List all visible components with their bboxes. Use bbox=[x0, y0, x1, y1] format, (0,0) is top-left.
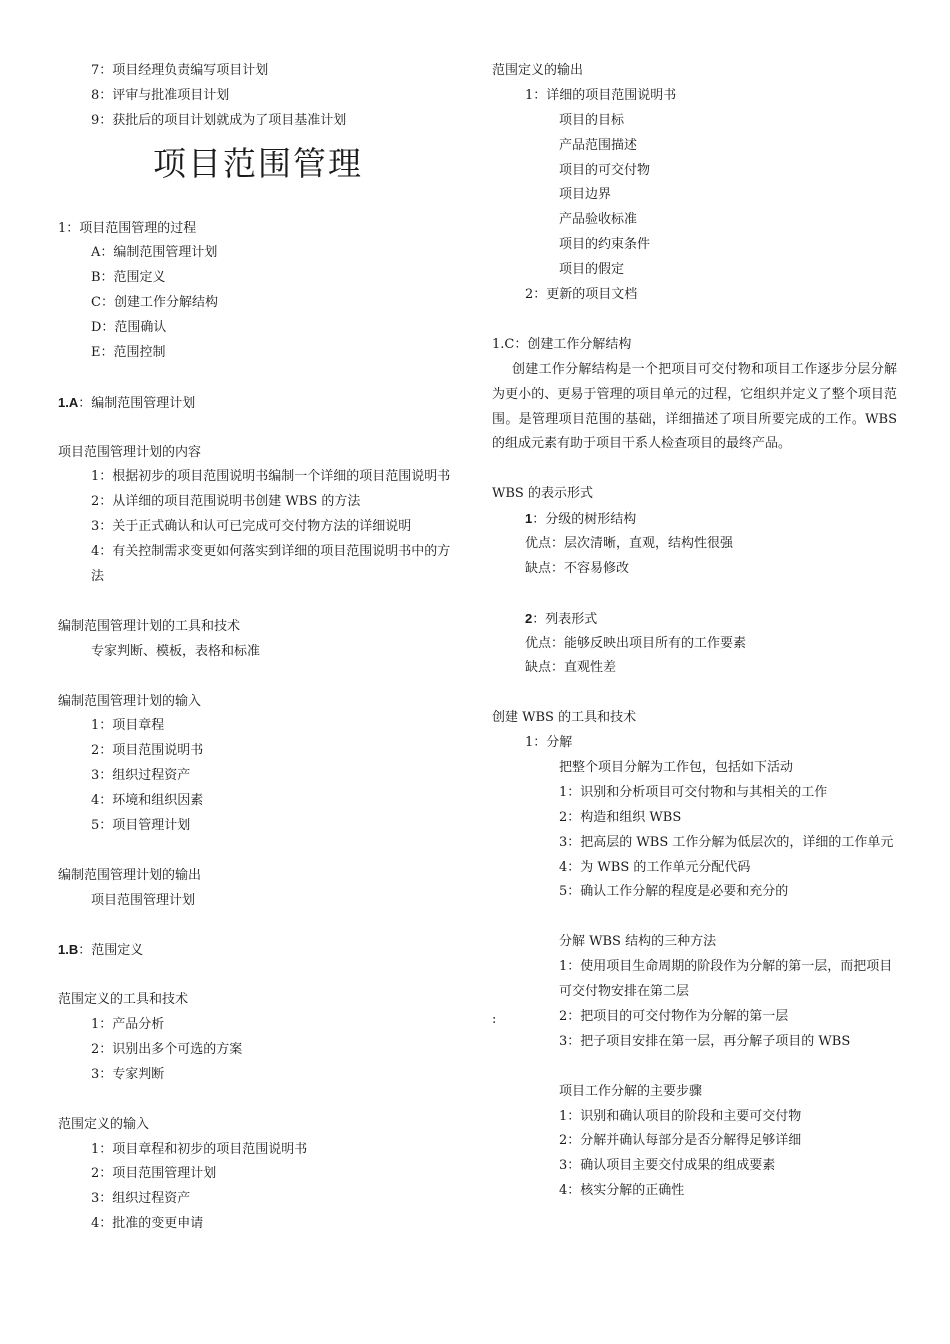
list-item: 项目范围管理计划 bbox=[91, 892, 196, 908]
list-item: 优点：能够反映出项目所有的工作要素 bbox=[525, 635, 747, 651]
section-number: 1.A bbox=[58, 394, 79, 410]
section-heading: 编制范围管理计划的输出 bbox=[58, 867, 202, 883]
list-item: 4：环境和组织因素 bbox=[91, 793, 204, 809]
section-heading: 编制范围管理计划的工具和技术 bbox=[58, 618, 241, 634]
item-number: 1 bbox=[525, 511, 533, 527]
list-item: 4：为 WBS 的工作单元分配代码 bbox=[559, 859, 751, 875]
list-item: 项目的目标 bbox=[559, 112, 625, 128]
left-column bbox=[58, 59, 463, 1237]
list-item: 4：核实分解的正确性 bbox=[559, 1183, 685, 1199]
list-item: 1：项目章程 bbox=[91, 718, 165, 734]
list-item: 2：识别出多个可选的方案 bbox=[91, 1042, 243, 1057]
list-item bbox=[492, 607, 897, 632]
item-number: 2 bbox=[525, 610, 533, 626]
list-item: 7：项目经理负责编写项目计划 bbox=[91, 63, 269, 78]
list-item: 2：更新的项目文档 bbox=[525, 287, 638, 303]
list-item: 1：识别和分析项目可交付物和与其相关的工作 bbox=[559, 784, 828, 800]
list-item: 1：分解 bbox=[525, 735, 573, 751]
section-heading-1a bbox=[58, 391, 463, 416]
list-item: 1：使用项目生命周期的阶段作为分解的第一层，而把项目可交付物安排在第二层 bbox=[559, 959, 893, 1000]
list-item: 1：项目章程和初步的项目范围说明书 bbox=[91, 1141, 308, 1157]
list-item: 产品验收标准 bbox=[559, 212, 638, 228]
list-item: 1：详细的项目范围说明书 bbox=[525, 87, 677, 103]
list-item: A：编制范围管理计划 bbox=[91, 245, 218, 261]
list-item: 3：组织过程资产 bbox=[91, 1191, 191, 1207]
list-item: 8：评审与批准项目计划 bbox=[91, 87, 230, 103]
list-item: 1：根据初步的项目范围说明书编制一个详细的项目范围说明书 bbox=[91, 469, 451, 485]
list-item: 缺点：直观性差 bbox=[525, 660, 617, 676]
section-heading: 范围定义的输入 bbox=[58, 1116, 150, 1132]
page-title: 项目范围管理 bbox=[153, 143, 363, 183]
item-label: ：分级的树形结构 bbox=[532, 512, 637, 528]
list-item: 专家判断、模板，表格和标准 bbox=[91, 643, 261, 659]
list-item: 项目边界 bbox=[559, 187, 612, 203]
list-item: E：范围控制 bbox=[91, 345, 166, 361]
list-item: 2：项目范围说明书 bbox=[91, 743, 204, 759]
section-heading: 范围定义的工具和技术 bbox=[58, 992, 189, 1008]
list-item: 2：从详细的项目范围说明书创建 WBS 的方法 bbox=[91, 494, 361, 510]
section-heading: WBS 的表示形式 bbox=[492, 486, 593, 502]
margin-mark: : bbox=[492, 1012, 497, 1027]
list-item: 2：项目范围管理计划 bbox=[91, 1166, 217, 1182]
list-item: 5：确认工作分解的程度是必要和充分的 bbox=[559, 884, 789, 900]
list-item: 3：把高层的 WBS 工作分解为低层次的，详细的工作单元 bbox=[559, 834, 894, 850]
list-item: 1：产品分析 bbox=[91, 1017, 165, 1033]
section-heading-1b bbox=[58, 938, 463, 963]
list-item: 项目的假定 bbox=[559, 262, 625, 278]
list-item: B：范围定义 bbox=[91, 270, 166, 286]
section-label: ：范围定义 bbox=[78, 943, 144, 959]
section-label: ：编制范围管理计划 bbox=[78, 395, 196, 411]
wbs-paragraph: 创建工作分解结构是一个把项目可交付物和项目工作逐步分层分解为更小的、更易于管理的项目单元的过程，它组织并定义了整个项目范围。是管理项目范围的基础，详细描述了项目所要完成的工作。WBS 的组成元素有助于项目干系人检查项目的最终产品。 bbox=[492, 361, 897, 452]
list-item: 3：关于正式确认和认可已完成可交付物方法的详细说明 bbox=[91, 519, 412, 535]
section-heading: 1：项目范围管理的过程 bbox=[58, 220, 197, 236]
list-item: 2：构造和组织 WBS bbox=[559, 809, 682, 825]
section-heading: 项目范围管理计划的内容 bbox=[58, 444, 202, 460]
section-heading: 编制范围管理计划的输入 bbox=[58, 693, 202, 709]
section-heading-1c: 1.C：创建工作分解结构 bbox=[492, 336, 632, 352]
list-item: 1：识别和确认项目的阶段和主要可交付物 bbox=[559, 1108, 802, 1124]
item-label: ：列表形式 bbox=[532, 611, 598, 627]
list-item: 3：组织过程资产 bbox=[91, 768, 191, 784]
section-heading: 创建 WBS 的工具和技术 bbox=[492, 710, 637, 726]
list-item: 2：把项目的可交付物作为分解的第一层 bbox=[559, 1008, 789, 1024]
list-item: C：创建工作分解结构 bbox=[91, 295, 218, 311]
list-item: 3：确认项目主要交付成果的组成要素 bbox=[559, 1158, 776, 1174]
list-item: 4：有关控制需求变更如何落实到详细的项目范围说明书中的方法 bbox=[91, 544, 451, 585]
section-number: 1.B bbox=[58, 942, 79, 958]
section-heading: 项目工作分解的主要步骤 bbox=[559, 1083, 703, 1099]
list-item: 3：把子项目安排在第一层，再分解子项目的 WBS bbox=[559, 1033, 851, 1049]
list-item: D：范围确认 bbox=[91, 320, 167, 336]
list-item: 项目的约束条件 bbox=[559, 237, 651, 253]
section-heading: 范围定义的输出 bbox=[492, 63, 584, 78]
list-item: 产品范围描述 bbox=[559, 137, 638, 153]
section-heading: 分解 WBS 结构的三种方法 bbox=[559, 934, 717, 950]
list-item: 优点：层次清晰，直观，结构性很强 bbox=[525, 535, 734, 551]
list-item: 4：批准的变更申请 bbox=[91, 1216, 204, 1232]
list-item: 9：获批后的项目计划就成为了项目基准计划 bbox=[91, 112, 347, 128]
list-item: 2：分解并确认每部分是否分解得足够详细 bbox=[559, 1133, 802, 1149]
list-item bbox=[492, 507, 897, 532]
list-item: 把整个项目分解为工作包，包括如下活动 bbox=[559, 760, 794, 775]
list-item: 缺点：不容易修改 bbox=[525, 560, 630, 576]
list-item: 项目的可交付物 bbox=[559, 162, 651, 178]
list-item: 3：专家判断 bbox=[91, 1066, 165, 1082]
right-column bbox=[492, 59, 897, 1204]
list-item: 5：项目管理计划 bbox=[91, 817, 191, 833]
